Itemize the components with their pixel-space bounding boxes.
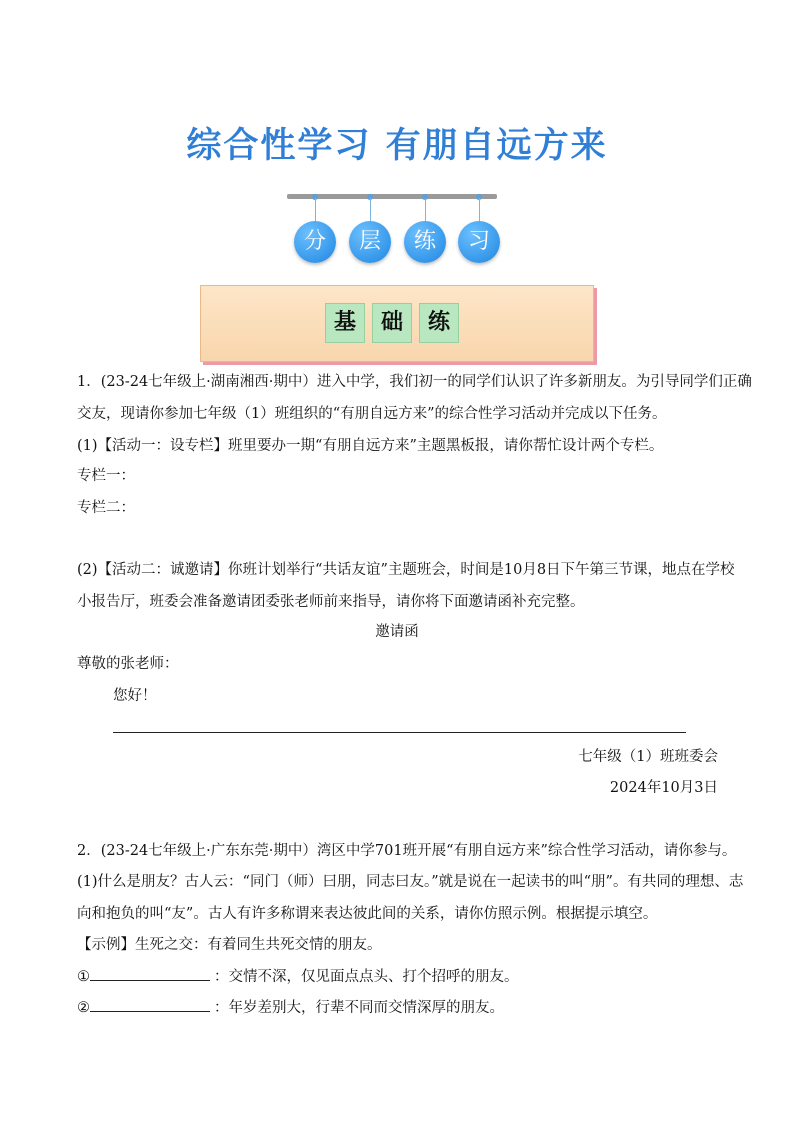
item-number: ①	[77, 969, 90, 985]
hanging-string	[479, 198, 480, 222]
fill-blank[interactable]	[90, 966, 210, 981]
q1-sub2-line1: (2)【活动二：诚邀请】你班计划举行“共话友谊”主题班会，时间是10月8日下午第三节课，地点在学校	[77, 562, 735, 578]
column-two-label: 专栏二：	[77, 500, 135, 516]
q1-sub2-line2: 小报告厅，班委会准备邀请团委张老师前来指导，请你将下面邀请函补充完整。	[77, 594, 585, 610]
letter-date: 2024年10月3日	[609, 780, 718, 796]
q2-stem: 2．(23-24七年级上·广东东莞·期中）湾区中学701班开展“有朋自远方来”综合性学习活动，请你参与。	[77, 843, 737, 859]
item-number: ②	[77, 1000, 90, 1016]
q1-stem-line2: 交友，现请你参加七年级（1）班组织的“有朋自远方来”的综合性学习活动并完成以下任务。	[77, 406, 667, 422]
hanging-rail	[287, 194, 497, 199]
letter-title: 邀请函	[375, 624, 419, 640]
hanging-ball: 习	[458, 221, 500, 263]
banner-tile: 础	[372, 303, 412, 343]
q1-stem-line1: 1．(23-24七年级上·湖南湘西·期中）进入中学，我们初一的同学们认识了许多新朋友。为引导同学们正确	[77, 374, 752, 390]
fill-blank[interactable]	[90, 997, 210, 1012]
letter-signature: 七年级（1）班班委会	[578, 749, 718, 765]
q2-sub1-line2: 向和抱负的叫“友”。古人有许多称谓来表达彼此间的关系，请你仿照示例。根据提示填空。	[77, 906, 658, 922]
hanging-string	[370, 198, 371, 222]
letter-greeting: 您好！	[113, 688, 157, 704]
q2-example: 【示例】生死之交：有着同生共死交情的朋友。	[77, 937, 382, 953]
letter-salutation: 尊敬的张老师：	[77, 656, 179, 672]
item-text: ：交情不深，仅见面点点头、打个招呼的朋友。	[214, 969, 519, 985]
item-text: ：年岁差别大，行辈不同而交情深厚的朋友。	[214, 1000, 504, 1016]
banner-tile: 基	[325, 303, 365, 343]
q1-sub1: (1)【活动一：设专栏】班里要办一期“有朋自远方来”主题黑板报，请你帮忙设计两个专栏。	[77, 438, 664, 454]
answer-line	[113, 732, 686, 733]
hanging-ball: 层	[349, 221, 391, 263]
q2-item-1	[77, 966, 519, 987]
banner-tile: 练	[419, 303, 459, 343]
hanging-string	[315, 198, 316, 222]
hanging-ball: 练	[404, 221, 446, 263]
column-one-label: 专栏一：	[77, 468, 135, 484]
hanging-ball: 分	[294, 221, 336, 263]
q2-sub1-line1: (1)什么是朋友？古人云：“同门（师）曰朋，同志曰友。”就是说在一起读书的叫“朋”。有共同的理想、志	[77, 874, 744, 890]
page-title: 综合性学习 有朋自远方来	[186, 126, 608, 166]
hanging-string	[425, 198, 426, 222]
q2-item-2	[77, 997, 504, 1018]
